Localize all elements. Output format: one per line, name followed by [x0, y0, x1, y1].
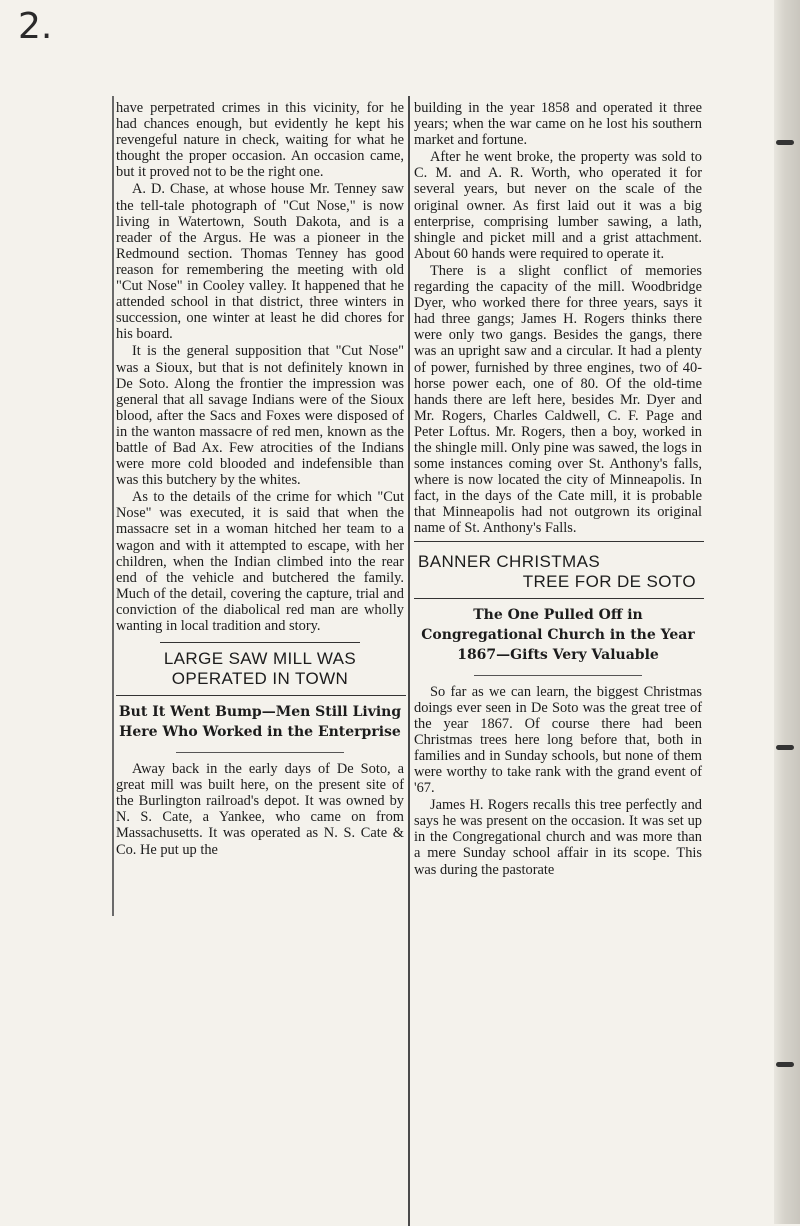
headline-line: BANNER CHRISTMAS	[418, 551, 601, 571]
paragraph: A. D. Chase, at whose house Mr. Tenney saw the tell-tale photograph of "Cut Nose," is now living in Watertown, South Dakota, and is a reader of the Argus. He was a pioneer in the Redmound section. Thomas Tenney has good reason for remembering the meeting with old "Cut Nose" in Cooley valley. It happened that he attended school in that district, three winters in succession, one winter at least he did chores for his board.	[116, 181, 404, 343]
paragraph: It is the general supposition that "Cut Nose" was a Sioux, but that is not definitely known in De Soto. Along the frontier the impression was general that all savage Indians were of the Sioux blood, after the Sacs and Foxes were disposed of in the wanton massacre of red men, known as the battle of Bad Ax. Few atrocities of the Indians were more cold blooded and indefensible than was this butchery by the whites.	[116, 343, 404, 489]
left-margin-rule	[112, 96, 114, 916]
paragraph: James H. Rogers recalls this tree perfectly and says he was present on the occasion. It was set up in the Congregational church and was more than a mere Sunday school affair in its scope. This was during the pastorate	[414, 797, 702, 878]
article-headline	[414, 552, 702, 592]
paragraph: Away back in the early days of De Soto, a great mill was built here, on the present site of the Burlington railroad's depot. It was owned by N. S. Cate, a Yankee, who came on from Massachusetts. It was operated as N. S. Cate & Co. He put up the	[116, 761, 404, 858]
right-column	[414, 100, 702, 878]
separator-rule	[474, 675, 642, 676]
headline-line: OPERATED IN TOWN	[171, 669, 349, 689]
paragraph: So far as we can learn, the biggest Christmas doings ever seen in De Soto was the great tree of the year 1867. Of course there had been Christmas trees here long before that, both in families and in Sunday schools, but none of them were worthy to take rank with the grand event of '67.	[414, 683, 702, 797]
article-subhead: The One Pulled Off in Congregational Church in the Year 1867—Gifts Very Valuable	[421, 606, 695, 663]
scan-mark	[776, 140, 794, 145]
separator-rule	[116, 695, 406, 696]
paragraph: After he went broke, the property was sold to C. M. and A. R. Worth, who operated it for several years, but never on the scale of the original owner. As first laid out it was a big enterprise, comprising lumber sawing, a lath, shingle and picket mill and a grist attachment. About 60 hands were required to operate it.	[414, 149, 702, 262]
column-rule	[408, 96, 410, 1226]
paragraph: As to the details of the crime for which "Cut Nose" was executed, it is said that when the massacre set in a woman hitched her team to a wagon and with it attempted to escape, with her children, when the Indian climbed into the rear end of the vehicle and butchered the family. Much of the detail, covering the capture, trial and conviction of the diabolical red man are wholly wanting in local tradition and story.	[116, 489, 404, 634]
page-number: 2.	[18, 6, 53, 47]
paragraph: have perpetrated crimes in this vicinity, for he had chances enough, but evidently he kept his revengeful nature in check, waiting for what he thought the proper occasion. An occasion came, but it proved not to be the right one.	[116, 100, 404, 181]
separator-rule	[160, 642, 360, 643]
scan-mark	[776, 745, 794, 750]
scan-edge	[774, 0, 800, 1224]
paragraph: There is a slight conflict of memories regarding the capacity of the mill. Woodbridge Dyer, who worked there for three years, says it had three gangs; James H. Rogers thinks there were only two gangs. Besides the gangs, there was an upright saw and a circular. It had a plenty of power, furnished by three engines, two of 40-horse power each, one of 80. Of the old-time hands there are left here, besides Mr. Dyer and Mr. Rogers, Charles Caldwell, C. F. Page and Peter Loftus. Mr. Rogers, then a boy, worked in the shingle mill. Only pine was sawed, the logs in some instances coming over St. Anthony's falls, where is now located the city of Minneapolis. In fact, in the days of the Cate mill, it is probable that Minneapolis had not outgrown its original name of St. Anthony's Falls.	[414, 262, 702, 537]
article-headline	[116, 649, 404, 689]
headline-line: LARGE SAW MILL WAS	[163, 649, 357, 669]
paragraph: building in the year 1858 and operated it three years; when the war came on he lost his southern market and fortune.	[414, 100, 702, 149]
scan-mark	[776, 1062, 794, 1067]
separator-rule	[176, 752, 344, 753]
separator-rule	[414, 598, 704, 599]
left-column	[116, 100, 404, 858]
separator-rule	[414, 541, 704, 542]
headline-line: TREE FOR DE SOTO	[522, 571, 696, 591]
article-subhead: But It Went Bump—Men Still Living Here Who Worked in the Enterprise	[118, 704, 402, 741]
